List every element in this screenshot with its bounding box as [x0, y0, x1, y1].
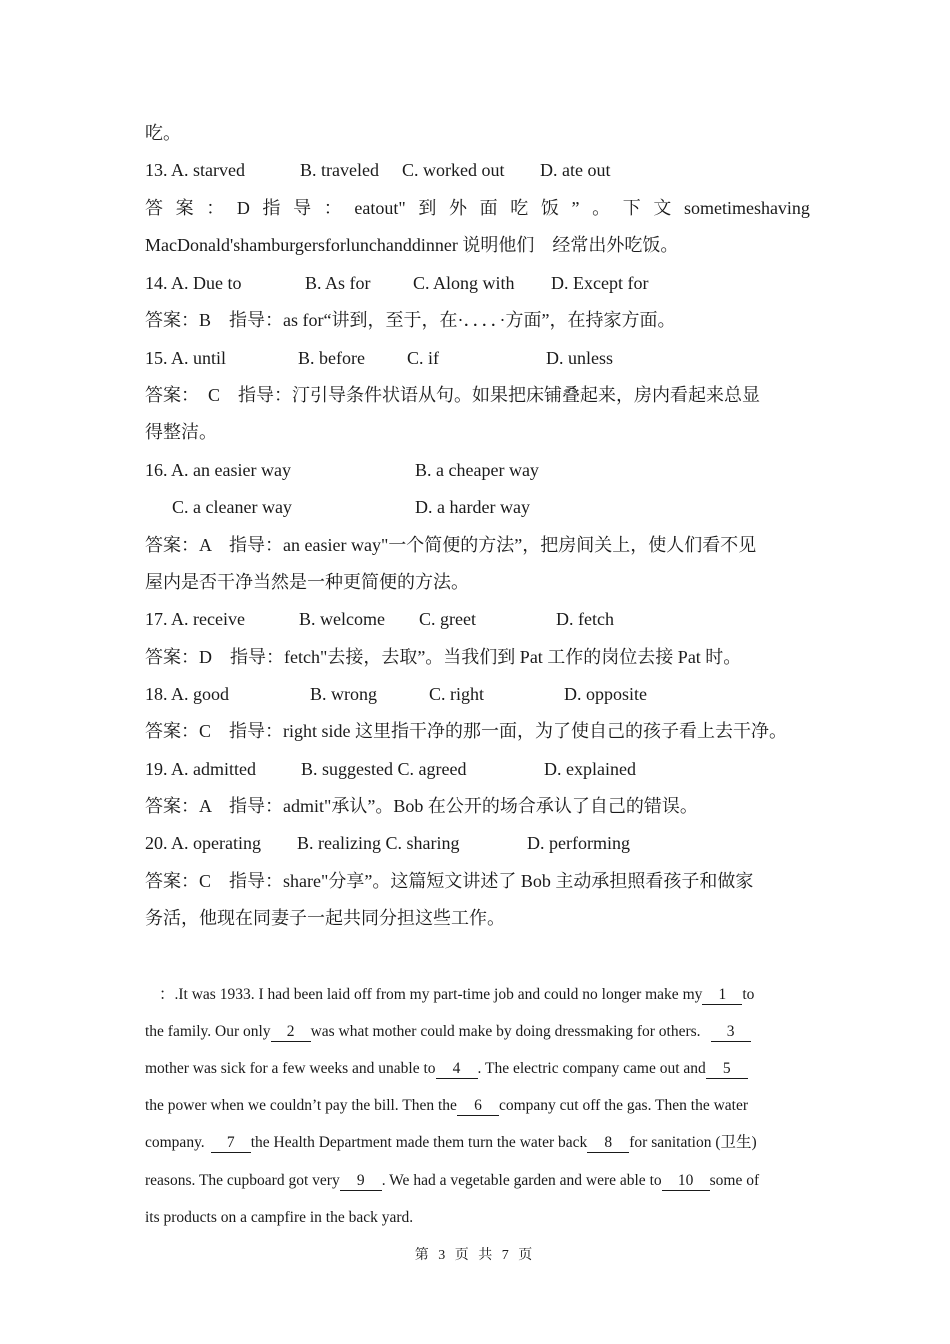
q19-answer: 答案：A 指导：admit"承认”。Bob 在公开的场合承认了自己的错误。	[145, 796, 698, 816]
blank-8: 8	[587, 1134, 629, 1153]
q14-options	[145, 268, 810, 298]
q20-options	[145, 828, 810, 858]
q14-option-d: D. Except for	[551, 273, 649, 293]
blank-2: 2	[271, 1023, 311, 1042]
passage-line-6: reasons. The cupboard got very 9 . We had a vegetable garden and were able to 10 some of	[145, 1172, 760, 1189]
q16-option-a: 16. A. an easier way	[145, 460, 291, 480]
q15-option-d: D. unless	[546, 348, 613, 368]
q19-option-bc: B. suggested C. agreed	[301, 759, 467, 779]
q15-options	[145, 343, 810, 373]
q13-option-d: D. ate out	[540, 160, 611, 180]
q20-option-a: 20. A. operating	[145, 833, 261, 853]
passage-line-2: the family. Our only 2 was what mother could make by doing dressmaking for others. 3	[145, 1017, 810, 1047]
q18-option-a: 18. A. good	[145, 684, 230, 704]
q16-option-c: C. a cleaner way	[172, 497, 292, 517]
q16-option-b: B. a cheaper way	[415, 460, 539, 480]
q16-option-d: D. a harder way	[415, 497, 530, 517]
q13-answer: 答 案 ： D 指 导 ： eatout" 到 外 面 吃 饭 ” 。 下 文 sometimeshaving	[145, 198, 810, 218]
q13-option-a: 13. A. starved	[145, 160, 245, 180]
q15-option-c: C. if	[407, 348, 440, 368]
blank-5: 5	[706, 1060, 748, 1079]
q19-option-a: 19. A. admitted	[145, 759, 256, 779]
q14-answer: 答案：B 指导：as for“讲到，至于，在·．．．．·方面”，在持家方面。	[145, 310, 676, 330]
q17-option-b: B. welcome	[299, 609, 385, 629]
q13-option-c: C. worked out	[402, 160, 505, 180]
blank-1: 1	[702, 986, 742, 1005]
blank-7: 7	[211, 1134, 251, 1153]
q18-options	[145, 679, 810, 709]
q16-answer: 答案：A 指导：an easier way"一个简便的方法”，把房间关上，使人们看不见	[145, 535, 757, 555]
q20-answer-line2: 务活，他现在同妻子一起共同分担这些工作。	[145, 908, 505, 928]
q18-option-c: C. right	[429, 684, 485, 704]
q17-answer: 答案：D 指导：fetch"去接，去取”。当我们到 Pat 工作的岗位去接 Pat 时。	[145, 647, 742, 667]
blank-6: 6	[457, 1097, 499, 1116]
q13-option-b: B. traveled	[300, 160, 379, 180]
q18-option-d: D. opposite	[564, 684, 647, 704]
q15-option-a: 15. A. until	[145, 348, 227, 368]
q17-option-c: C. greet	[419, 609, 476, 629]
page-footer: 第 3 页 共 7 页	[414, 1248, 536, 1263]
q14-option-b: B. As for	[305, 273, 371, 293]
q20-option-d: D. performing	[527, 833, 630, 853]
q17-option-a: 17. A. receive	[145, 609, 245, 629]
blank-3: 3	[711, 1023, 751, 1042]
q16-options-row1	[145, 455, 810, 485]
q18-answer: 答案：C 指导：right side 这里指干净的那一面，为了使自己的孩子看上去干净。	[145, 721, 787, 741]
blank-10: 10	[662, 1172, 710, 1191]
q13-answer-line2: MacDonald'shamburgersforlunchanddinner 说明他们 经常出外吃饭。	[145, 235, 679, 255]
q16-options-row2	[145, 492, 810, 522]
q14-option-a: 14. A. Due to	[145, 273, 242, 293]
q16-answer-line2: 屋内是否干净当然是一种更简便的方法。	[145, 572, 469, 592]
q14-option-c: C. Along with	[413, 273, 515, 293]
q20-option-bc: B. realizing C. sharing	[297, 833, 460, 853]
passage-line-4: the power when we couldn’t pay the bill. Then the 6 company cut off the gas. Then the water	[145, 1097, 749, 1114]
passage-line-5: company. 7 the Health Department made them turn the water back 8 for sanitation (卫生)	[145, 1134, 757, 1151]
q19-option-d: D. explained	[544, 759, 636, 779]
blank-9: 9	[340, 1172, 382, 1191]
q18-option-b: B. wrong	[310, 684, 377, 704]
blank-4: 4	[436, 1060, 478, 1079]
q20-answer: 答案：C 指导：share"分享”。这篇短文讲述了 Bob 主动承担照看孩子和做家	[145, 871, 754, 891]
passage-line-1: ：.It was 1933. I had been laid off from my part-time job and could no longer make my 1 to	[159, 986, 755, 1003]
q15-option-b: B. before	[298, 348, 365, 368]
q17-option-d: D. fetch	[556, 609, 614, 629]
q13-options	[145, 155, 810, 185]
q17-options	[145, 604, 810, 634]
q15-answer: 答案： C 指导：汀引导条件状语从句。如果把床铺叠起来，房内看起来总显	[145, 385, 761, 405]
passage-line-7: its products on a campfire in the back yard.	[145, 1209, 414, 1226]
q19-options	[145, 754, 810, 784]
q15-answer-line2: 得整洁。	[145, 422, 217, 442]
q12-answer-tail: 吃。	[145, 123, 181, 143]
passage-line-3: mother was sick for a few weeks and unable to 4 . The electric company came out and 5	[145, 1054, 810, 1084]
